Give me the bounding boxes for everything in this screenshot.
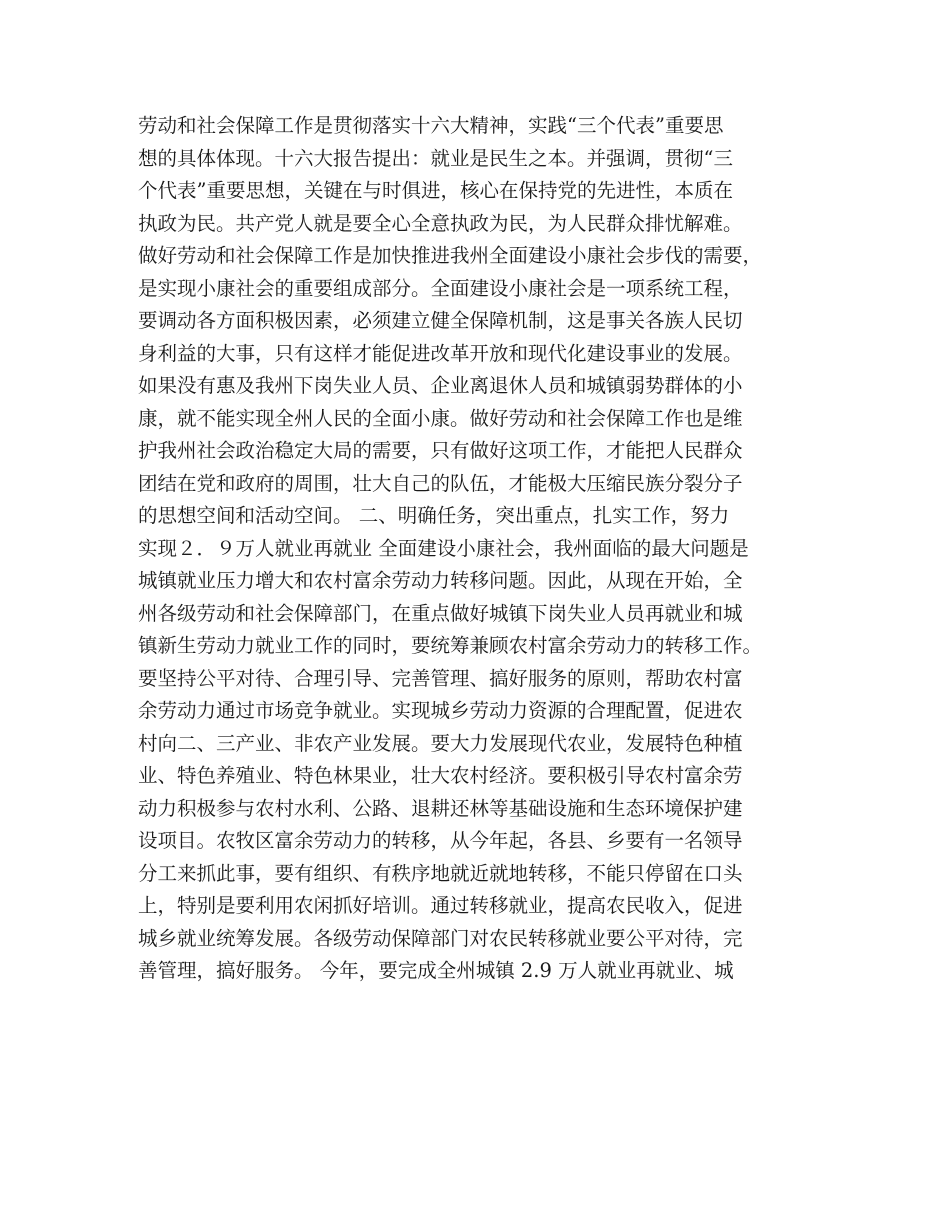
text-line: 上，特别是要利用农闲抓好培训。通过转移就业，提高农民收入，促进 [138,894,743,917]
text-line: 要调动各方面积极因素，必须建立健全保障机制，这是事关各族人民切 [138,309,743,332]
text-line: 州各级劳动和社会保障部门，在重点做好城镇下岗失业人员再就业和城 [138,601,743,625]
text-line: 要坚持公平对待、合理引导、完善管理、搞好服务的原则，帮助农村富 [138,666,743,690]
text-line: 余劳动力通过市场竞争就业。实现城乡劳动力资源的合理配置，促进农 [138,699,743,722]
text-line: 城镇就业压力增大和农村富余劳动力转移问题。因此，从现在开始，全 [138,569,743,592]
text-line: 善管理，搞好服务。 今年，要完成全州城镇 2.9 万人就业再就业、城 [138,959,734,982]
text-line: 实现２．９万人就业再就业 全面建设小康社会，我州面临的最大问题是 [138,536,749,560]
body-text [138,110,828,988]
text-line: 护我州社会政治稳定大局的需要，只有做好这项工作，才能把人民群众 [138,439,743,462]
text-line: 康，就不能实现全州人民的全面小康。做好劳动和社会保障工作也是维 [138,406,743,430]
text-line: 动力积极参与农村水利、公路、退耕还林等基础设施和生态环境保护建 [138,796,743,820]
text-line: 身利益的大事，只有这样才能促进改革开放和现代化建设事业的发展。 [138,341,743,365]
text-line: 个代表”重要思想，关键在与时俱进，核心在保持党的先进性，本质在 [138,179,733,202]
text-line: 执政为民。共产党人就是要全心全意执政为民，为人民群众排忧解难。 [138,211,743,235]
text-line: 设项目。农牧区富余劳动力的转移，从今年起，各县、乡要有一名领导 [138,829,743,852]
text-line: 团结在党和政府的周围，壮大自己的队伍，才能极大压缩民族分裂分子 [138,471,743,495]
text-line: 劳动和社会保障工作是贯彻落实十六大精神，实践“三个代表”重要思 [138,114,724,137]
text-line: 镇新生劳动力就业工作的同时，要统筹兼顾农村富余劳动力的转移工作。 [138,634,763,657]
text-line: 城乡就业统筹发展。各级劳动保障部门对农民转移就业要公平对待，完 [138,926,743,950]
text-line: 做好劳动和社会保障工作是加快推进我州全面建设小康社会步伐的需要， [138,244,763,267]
text-line: 的思想空间和活动空间。 二、明确任务，突出重点，扎实工作，努力 [138,504,730,527]
text-line: 如果没有惠及我州下岗失业人员、企业离退休人员和城镇弱势群体的小 [138,374,743,397]
text-line: 是实现小康社会的重要组成部分。全面建设小康社会是一项系统工程， [138,276,743,300]
text-line: 想的具体体现。十六大报告提出：就业是民生之本。并强调，贯彻“三 [138,146,733,170]
text-line: 村向二、三产业、非农产业发展。要大力发展现代农业，发展特色种植 [138,731,743,755]
text-line: 业、特色养殖业、特色林果业，壮大农村经济。要积极引导农村富余劳 [138,764,743,787]
text-line: 分工来抓此事，要有组织、有秩序地就近就地转移，不能只停留在口头 [138,861,743,885]
